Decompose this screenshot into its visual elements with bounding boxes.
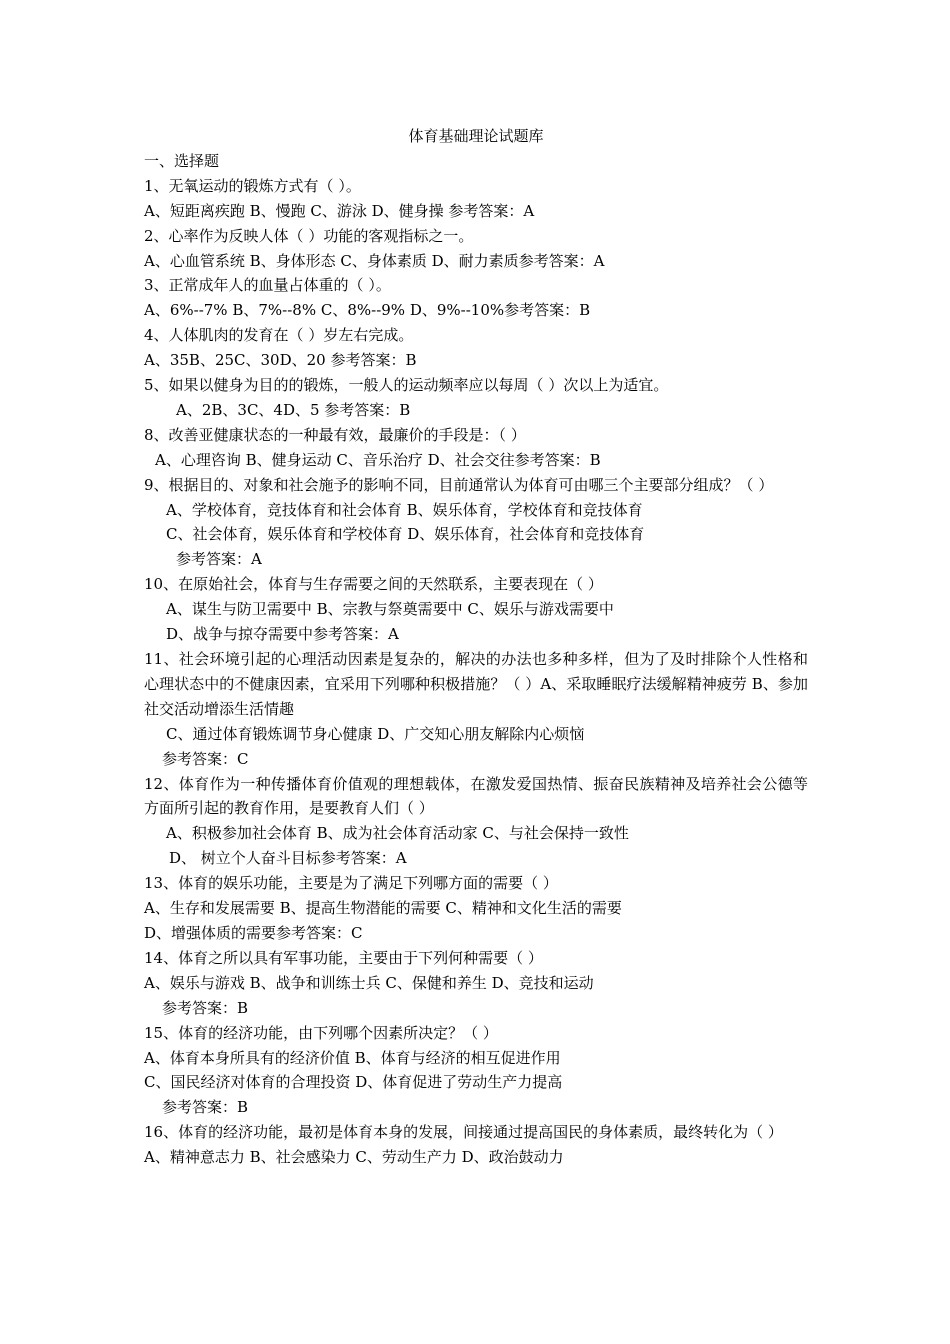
text-line: A、6%--7% B、7%--8% C、8%--9% D、9%--10%参考答案：B xyxy=(144,301,591,320)
text-line: 5、如果以健身为目的的锻炼，一般人的运动频率应以每周（ ）次以上为适宜。 xyxy=(144,376,669,395)
text-line: 11、社会环境引起的心理活动因素是复杂的，解决的办法也多种多样，但为了及时排除个人性格和心理状态中的不健康因素，宜采用下列哪种积极措施？（ ）A、采取睡眠疗法缓解精神疲劳 B、参加社交活动增添生活情趣 xyxy=(144,650,808,718)
text-line: 9、根据目的、对象和社会施予的影响不同，目前通常认为体育可由哪三个主要部分组成？（ ） xyxy=(144,475,774,494)
text-line: A、体育本身所具有的经济价值 B、体育与经济的相互促进作用 xyxy=(144,1048,561,1067)
text-line: A、心血管系统 B、身体形态 C、身体素质 D、耐力素质参考答案：A xyxy=(144,251,605,270)
text-line: A、谋生与防卫需要中 B、宗教与祭奠需要中 C、娱乐与游戏需要中 xyxy=(166,600,614,619)
text-line: 4、人体肌肉的发育在（ ）岁左右完成。 xyxy=(144,326,414,345)
document-title: 体育基础理论试题库 xyxy=(408,127,544,145)
text-line: 10、在原始社会，体育与生存需要之间的天然联系，主要表现在（ ） xyxy=(144,575,603,594)
document-body xyxy=(144,149,808,1170)
text-line: A、精神意志力 B、社会感染力 C、劳动生产力 D、政治鼓动力 xyxy=(144,1148,564,1167)
text-line: C、国民经济对体育的合理投资 D、体育促进了劳动生产力提高 xyxy=(144,1073,563,1092)
text-line: 13、体育的娱乐功能，主要是为了满足下列哪方面的需要（ ） xyxy=(144,874,558,893)
text-line: 14、体育之所以具有军事功能，主要由于下列何种需要（ ） xyxy=(144,948,543,967)
text-line: A、心理咨询 B、健身运动 C、音乐治疗 D、社会交往参考答案：B xyxy=(155,450,601,469)
text-line: 2、心率作为反映人体（ ）功能的客观指标之一。 xyxy=(144,226,474,245)
text-line: C、通过体育锻炼调节身心健康 D、广交知心朋友解除内心烦恼 xyxy=(166,724,585,743)
document-page xyxy=(144,124,808,1170)
text-line: 8、改善亚健康状态的一种最有效，最廉价的手段是：（ ） xyxy=(144,425,526,444)
text-line: A、2B、3C、4D、5 参考答案：B xyxy=(176,400,411,419)
text-line: 16、体育的经济功能，最初是体育本身的发展，间接通过提高国民的身体素质，最终转化为（ ） xyxy=(144,1123,783,1142)
text-line: C、社会体育，娱乐体育和学校体育 D、娱乐体育，社会体育和竞技体育 xyxy=(166,525,645,544)
text-line: A、学校体育，竞技体育和社会体育 B、娱乐体育，学校体育和竞技体育 xyxy=(166,500,643,519)
text-line: 一、选择题 xyxy=(144,151,220,170)
text-line: 12、体育作为一种传播体育价值观的理想载体，在激发爱国热情、振奋民族精神及培养社会公德等方面所引起的教育作用，是要教育人们（ ） xyxy=(144,774,808,818)
text-line: A、短距离疾跑 B、慢跑 C、游泳 D、健身操 参考答案：A xyxy=(144,201,535,220)
text-line: 参考答案：B xyxy=(162,1098,249,1117)
text-line: A、积极参加社会体育 B、成为社会体育活动家 C、与社会保持一致性 xyxy=(166,824,629,843)
text-line: A、生存和发展需要 B、提高生物潜能的需要 C、精神和文化生活的需要 xyxy=(144,899,622,918)
text-line: A、35B、25C、30D、20 参考答案：B xyxy=(144,351,417,370)
text-line: D、战争与掠夺需要中参考答案：A xyxy=(166,625,399,644)
text-line: D、 树立个人奋斗目标参考答案：A xyxy=(169,849,407,868)
text-line: 参考答案：B xyxy=(162,998,249,1017)
text-line: 参考答案：A xyxy=(176,550,262,569)
text-line: 15、体育的经济功能，由下列哪个因素所决定？（ ） xyxy=(144,1023,498,1042)
text-line: D、增强体质的需要参考答案：C xyxy=(144,923,363,942)
text-line: 1、无氧运动的锻炼方式有（ ）。 xyxy=(144,176,361,195)
text-line: A、娱乐与游戏 B、战争和训练士兵 C、保健和养生 D、竞技和运动 xyxy=(144,973,594,992)
text-line: 参考答案：C xyxy=(162,749,249,768)
text-line: 3、正常成年人的血量占体重的（ ）。 xyxy=(144,276,391,295)
